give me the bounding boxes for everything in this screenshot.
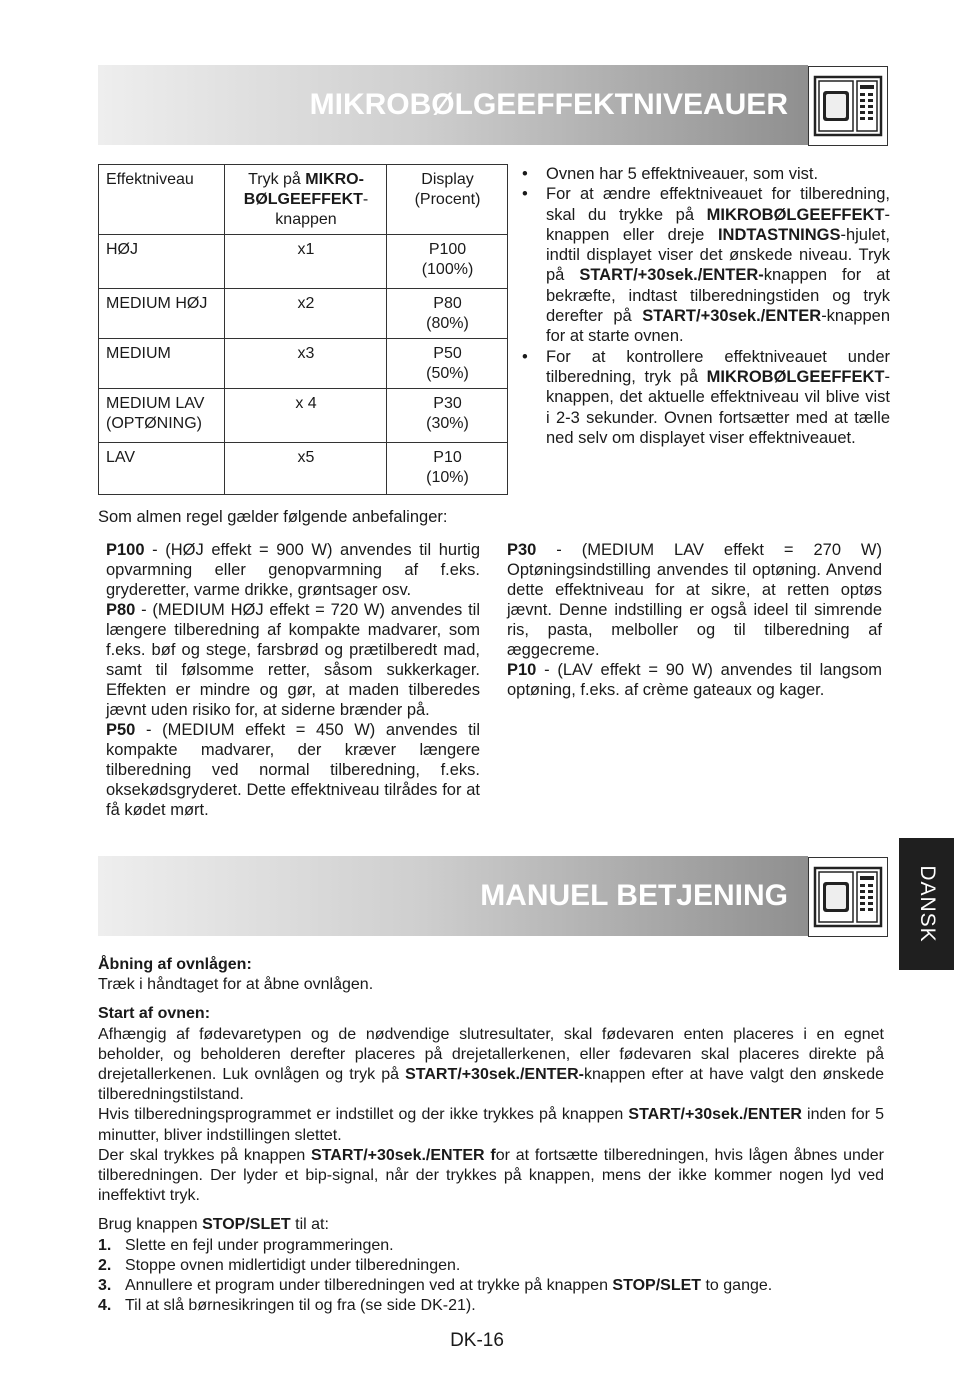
cell-display: P50 (50%)	[387, 339, 508, 389]
start-oven-heading: Start af ovnen:	[98, 1005, 211, 1023]
section-title: MANUEL BETJENING	[480, 879, 788, 912]
table-row	[99, 235, 508, 289]
list-item: 2. Stoppe ovnen midlertidigt under tilberedningen.	[98, 1256, 461, 1274]
cell-level: MEDIUM	[99, 339, 225, 389]
start-oven-text-2: Hvis tilberedningsprogrammet er indstillet og der ikke trykkes på knappen START/+30sek./ENTER inden for 5 minutter, bliver indstillingen slettet.	[98, 1106, 884, 1144]
section-banner-power-levels	[98, 65, 808, 145]
cell-level: MEDIUM LAV (OPTØNING)	[99, 389, 225, 443]
bullet-item: • For at kontrollere effektniveauet under tilberedning, tryk på MIKROBØLGEEFFEKT-knappen, det aktuelle effektniveau vil blive vist i 2-3 sekunder. Ovnen fortsætter med at tælle ned selv om displayet viser effektniveauet.	[520, 347, 890, 448]
stop-button-intro: Brug knappen STOP/SLET til at:	[98, 1216, 329, 1234]
stop-button-steps	[98, 1236, 884, 1317]
cell-level: MEDIUM HØJ	[99, 289, 225, 339]
manual-operation-body	[98, 955, 884, 1316]
header-display: Display (Procent)	[387, 165, 508, 235]
cell-press: x2	[225, 289, 387, 339]
bullet-item: • For at ændre effektniveauet for tilberedning, skal du trykke på MIKROBØLGEEFFEKT-knappen eller dreje INDTASTNINGS-hjulet, indtil displayet viser det ønskede niveau. Tryk på START/+30sek./ENTER-knappen for at bekræfte, indtast tilberedningstiden og tryk derefter på START/+30sek./ENTER-knappen for at starte ovnen.	[520, 184, 890, 346]
language-tab	[899, 838, 954, 970]
cell-press: x1	[225, 235, 387, 289]
recommendations-left	[106, 540, 480, 820]
header-power-level: Effektniveau	[99, 165, 225, 235]
cell-display: P80 (80%)	[387, 289, 508, 339]
cell-press: x5	[225, 443, 387, 495]
table-row	[99, 443, 508, 495]
start-oven-text-3: Der skal trykkes på knappen START/+30sek./ENTER for at fortsætte tilberedningen, hvis lågen åbnes under tilberedningen. Der lyder et bip-signal, når der trykkes på knappen, mens der ikke kommer nogen lyd ved ineffektivt tryk.	[98, 1146, 885, 1205]
rec-p80: P80 - (MEDIUM HØJ effekt = 720 W) anvendes til længere tilberedning af kompakte madvarer, som f.eks. bøf og stege, farsbrød og prætilberedt mad, samt til følsomme retter, såsom sukkerkager. Effekten er mindre og gør, at maden tilberedes jævnt uden risiko for, at siderne brænder på.	[106, 601, 480, 719]
section-title: MIKROBØLGEEFFEKTNIVEAUER	[309, 88, 788, 121]
start-oven-text-1: Afhængig af fødevaretypen og de nødvendige slutresultater, skal fødevaren enten placeres i en egnet beholder, og beholderen derefter placeres på drejetallerkenen, eller fødevaren skal placeres direkte på drejetallerkenen. Luk ovnlågen og tryk på START/+30sek./ENTER-knappen efter at have valgt den ønskede tilberedningstilstand.	[98, 1025, 884, 1104]
cell-display: P30 (30%)	[387, 389, 508, 443]
cell-level: LAV	[99, 443, 225, 495]
list-item: 3. Annullere et program under tilberedningen ved at trykke på knappen STOP/SLET to gange.	[98, 1277, 773, 1295]
list-item: 1. Slette en fejl under programmeringen.	[98, 1236, 394, 1254]
open-door-text: Træk i håndtaget for at åbne ovnlågen.	[98, 976, 374, 994]
cell-level: HØJ	[99, 235, 225, 289]
rec-p30: P30 - (MEDIUM LAV effekt = 270 W) Optøningsindstilling anvendes til optøning. Anvend dette effektniveau for at sikre, at retten optøs jævnt. Denne indstilling er også ideel til simrende ris, pasta, melboller og til tilberedning af æggecreme.	[507, 541, 882, 659]
cell-press: x 4	[225, 389, 387, 443]
cell-display: P10 (10%)	[387, 443, 508, 495]
recommendations-intro: Som almen regel gælder følgende anbefalinger:	[98, 508, 448, 526]
table-row	[99, 339, 508, 389]
header-press-button: Tryk på MIKRO-BØLGEEFFEKT-knappen	[225, 165, 387, 235]
section-banner-manual-operation	[98, 856, 808, 936]
microwave-icon	[808, 857, 888, 937]
cell-press: x3	[225, 339, 387, 389]
cell-display: P100 (100%)	[387, 235, 508, 289]
bullet-item: • Ovnen har 5 effektniveauer, som vist.	[520, 164, 890, 184]
rec-p10: P10 - (LAV effekt = 90 W) anvendes til langsom optøning, f.eks. af crème gateaux og kager.	[507, 661, 882, 699]
rec-p100: P100 - (HØJ effekt = 900 W) anvendes til hurtig opvarmning eller genopvarmning af f.eks. gryderetter, varme drikke, grøntsager osv.	[106, 541, 480, 599]
page-number: DK-16	[450, 1330, 504, 1351]
table-header-row	[99, 165, 508, 235]
language-tab-label: DANSK	[915, 865, 939, 943]
open-door-heading: Åbning af ovnlågen:	[98, 956, 252, 973]
power-level-notes	[520, 164, 890, 448]
recommendations-right	[507, 540, 882, 700]
table-row	[99, 289, 508, 339]
rec-p50: P50 - (MEDIUM effekt = 450 W) anvendes til kompakte madvarer, der kræver længere tilberedning ved normal tilberedning, f.eks. oksekødsgryderet. Dette effektniveau tilrådes for at få kødet mørt.	[106, 721, 480, 819]
power-level-table	[98, 164, 508, 495]
list-item: 4. Til at slå børnesikringen til og fra (se side DK-21).	[98, 1297, 476, 1315]
microwave-icon	[808, 66, 888, 146]
table-row	[99, 389, 508, 443]
